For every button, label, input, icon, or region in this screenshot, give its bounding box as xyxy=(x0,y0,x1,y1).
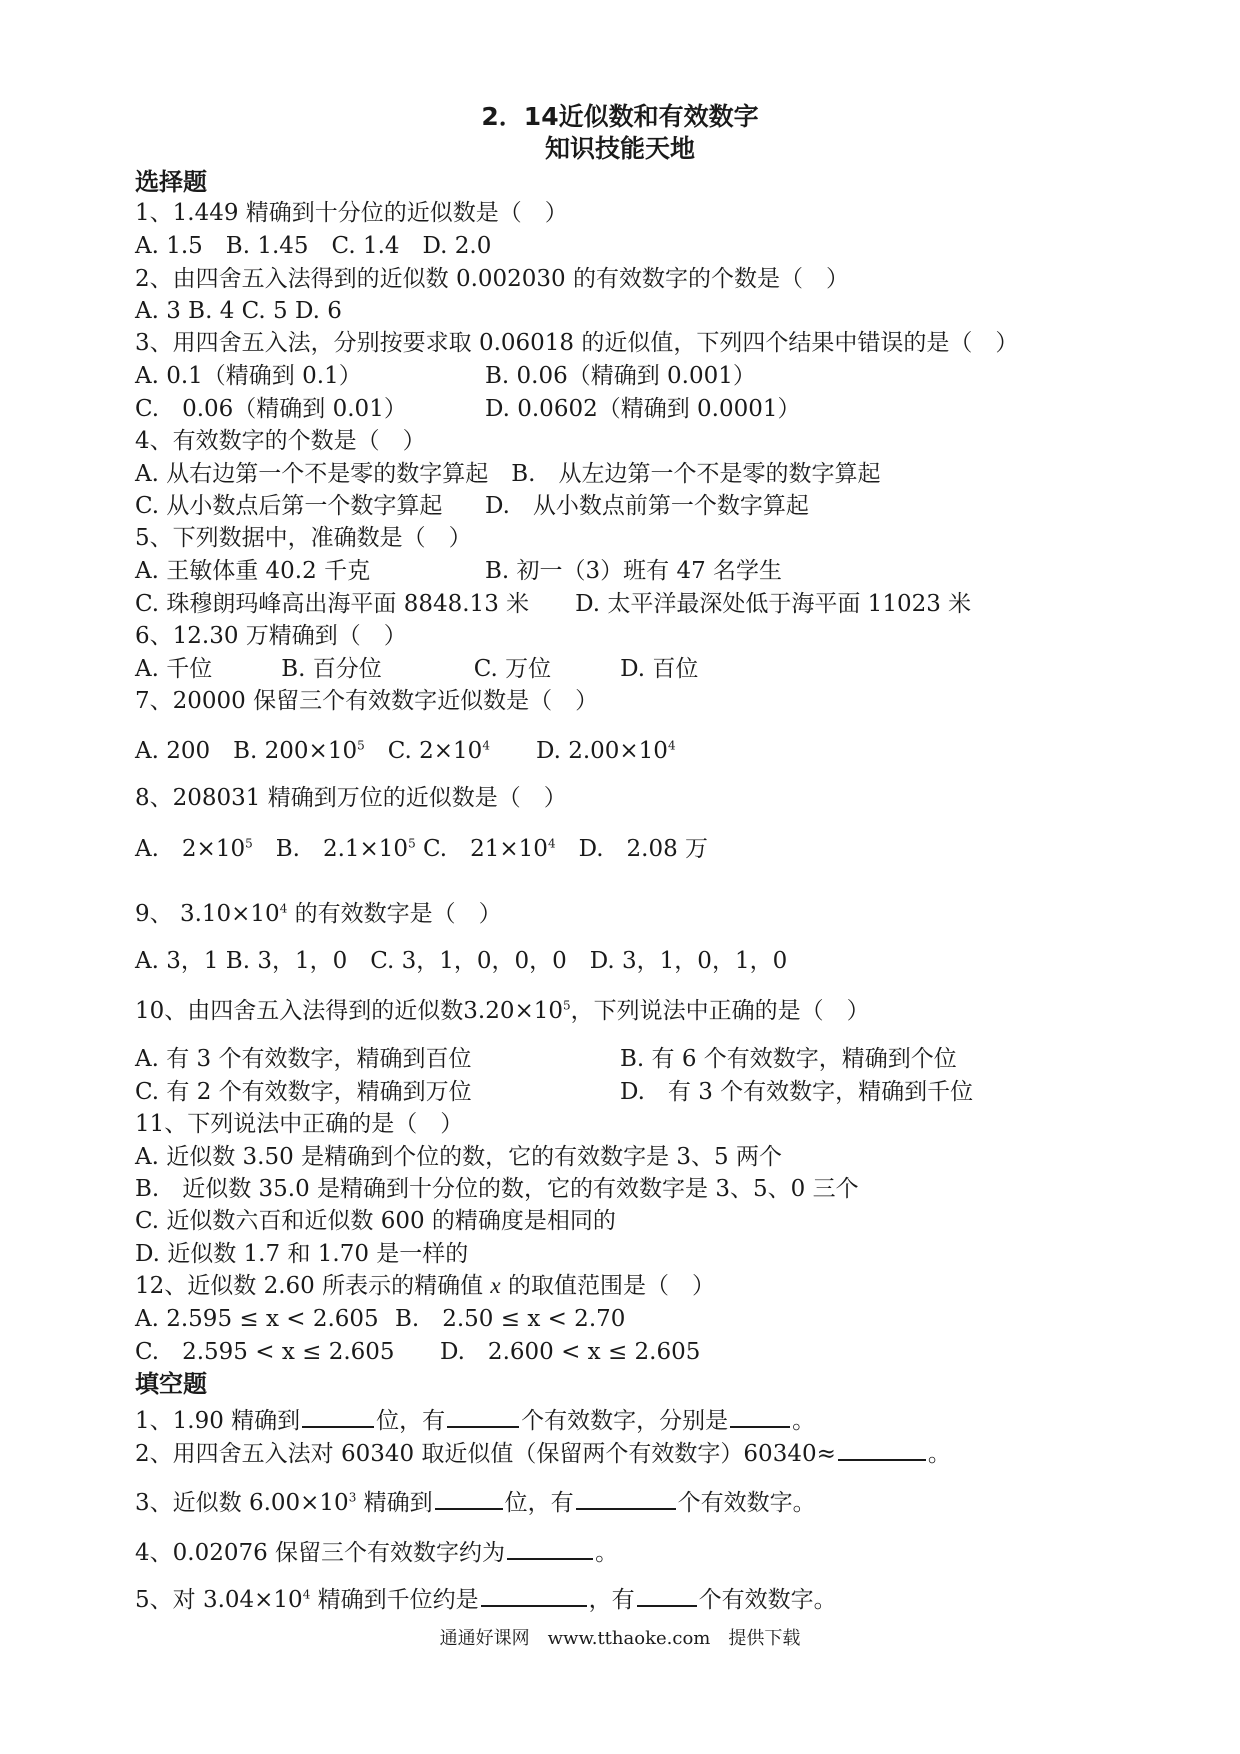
fill-question-4 xyxy=(135,1534,618,1568)
question-text: 个有效数字，分别是 xyxy=(521,1408,729,1434)
question-text: 位，有 xyxy=(376,1408,446,1434)
option-b: B. 初一（3）班有 47 名学生 xyxy=(485,558,783,584)
question-8-options xyxy=(135,834,708,864)
option-d: D. 2.600 < x ≤ 2.605 xyxy=(440,1339,701,1365)
question-6-options: A. 千位 B. 百分位 C. 万位 D. 百位 xyxy=(135,656,699,682)
doc-subtitle: 知识技能天地 xyxy=(544,134,695,163)
question-4: 4、有效数字的个数是（ ） xyxy=(135,428,426,454)
question-12-options-row2 xyxy=(135,1337,1035,1367)
question-5-options-row2: C. 珠穆朗玛峰高出海平面 8848.13 米 D. 太平洋最深处低于海平面 11023 米 xyxy=(135,591,972,617)
section-heading-fill-in-blank: 填空题 xyxy=(135,1370,207,1398)
option-c: C. 从小数点后第一个数字算起 xyxy=(135,493,443,519)
exponent: 3 xyxy=(348,1490,357,1505)
exponent: 5 xyxy=(408,836,416,851)
exponent: 4 xyxy=(482,738,490,753)
question-11-option-a: A. 近似数 3.50 是精确到个位的数，它的有效数字是 3、5 两个 xyxy=(135,1144,782,1170)
question-text: 3、近似数 6.00×10 xyxy=(135,1490,349,1516)
option-d: D. 0.0602（精确到 0.0001） xyxy=(485,396,801,422)
exponent: 4 xyxy=(279,901,288,916)
exponent: 5 xyxy=(245,836,253,851)
page-footer: 通通好课网 www.tthaoke.com 提供下载 xyxy=(439,1628,801,1649)
question-4-options-row2 xyxy=(135,491,1035,521)
exponent: 5 xyxy=(357,738,365,753)
question-4-options-row1: A. 从右边第一个不是零的数字算起 B. 从左边第一个不是零的数字算起 xyxy=(135,461,881,487)
answer-blank[interactable] xyxy=(435,1484,503,1510)
question-12 xyxy=(135,1271,715,1301)
exponent: 4 xyxy=(667,738,676,753)
option-a: A. 2.595 ≤ x < 2.605 xyxy=(135,1306,379,1332)
option-d: D. 有 3 个有效数字，精确到千位 xyxy=(620,1079,974,1105)
question-6: 6、12.30 万精确到（ ） xyxy=(135,623,407,649)
option-text: A. 200 B. 200×10 xyxy=(135,738,358,764)
question-7-options xyxy=(135,736,676,766)
question-10 xyxy=(135,996,870,1026)
option-a: A. 王敏体重 40.2 千克 xyxy=(135,558,371,584)
question-8: 8、208031 精确到万位的近似数是（ ） xyxy=(135,785,567,811)
option-text: C. 21×10 xyxy=(415,836,548,862)
option-c: C. 有 2 个有效数字，精确到万位 xyxy=(135,1079,472,1105)
question-5: 5、下列数据中，准确数是（ ） xyxy=(135,525,472,551)
option-text: B. 2.1×10 xyxy=(252,836,409,862)
question-11-option-c: C. 近似数六百和近似数 600 的精确度是相同的 xyxy=(135,1208,616,1234)
question-10-options-row2 xyxy=(135,1077,1035,1107)
question-text: 1、1.90 精确到 xyxy=(135,1408,301,1434)
option-b: B. 2.50 ≤ x < 2.70 xyxy=(395,1306,626,1332)
exponent: 4 xyxy=(547,836,556,851)
question-text: 位，有 xyxy=(504,1490,574,1516)
answer-blank[interactable] xyxy=(481,1581,587,1607)
option-d: D. 从小数点前第一个数字算起 xyxy=(485,493,809,519)
section-heading-multiple-choice: 选择题 xyxy=(135,168,207,196)
doc-title: 2．14近似数和有效数字 xyxy=(481,102,759,131)
question-2-options: A. 3 B. 4 C. 5 D. 6 xyxy=(135,298,342,324)
question-text: 4、0.02076 保留三个有效数字约为 xyxy=(135,1540,506,1566)
option-text: D. 2.08 万 xyxy=(555,836,709,862)
question-3: 3、用四舍五入法，分别按要求取 0.06018 的近似值，下列四个结果中错误的是（ ） xyxy=(135,330,1019,356)
option-a: A. 有 3 个有效数字，精确到百位 xyxy=(135,1046,472,1072)
question-7: 7、20000 保留三个有效数字近似数是（ ） xyxy=(135,688,599,714)
question-5-options-row1 xyxy=(135,556,1035,586)
question-text: 5、对 3.04×10 xyxy=(135,1587,303,1613)
question-text: 的有效数字是（ ） xyxy=(287,901,502,927)
fill-question-3 xyxy=(135,1484,816,1518)
question-3-options-row1 xyxy=(135,361,1035,391)
option-c: C. 2.595 < x ≤ 2.605 xyxy=(135,1339,395,1365)
question-11: 11、下列说法中正确的是（ ） xyxy=(135,1111,464,1137)
question-3-options-row2 xyxy=(135,394,1035,424)
option-b: B. 有 6 个有效数字，精确到个位 xyxy=(620,1046,957,1072)
answer-blank[interactable] xyxy=(637,1581,697,1607)
question-text: 个有效数字。 xyxy=(677,1490,816,1516)
question-text: 精确到千位约是 xyxy=(310,1587,479,1613)
option-text: D. 2.00×10 xyxy=(489,738,668,764)
exponent: 4 xyxy=(302,1587,311,1602)
question-11-option-b: B. 近似数 35.0 是精确到十分位的数，它的有效数字是 3、5、0 三个 xyxy=(135,1176,859,1202)
answer-blank[interactable] xyxy=(838,1435,926,1461)
question-11-option-d: D. 近似数 1.7 和 1.70 是一样的 xyxy=(135,1241,469,1267)
question-text: ，有 xyxy=(588,1587,635,1613)
question-text: 。 xyxy=(927,1441,951,1467)
answer-blank[interactable] xyxy=(302,1402,374,1428)
question-text: ，下列说法中正确的是（ ） xyxy=(570,998,870,1024)
question-2: 2、由四舍五入法得到的近似数 0.002030 的有效数字的个数是（ ） xyxy=(135,266,849,292)
fill-question-1 xyxy=(135,1402,815,1436)
question-text: 精确到 xyxy=(356,1490,433,1516)
option-text: A. 2×10 xyxy=(135,836,246,862)
question-10-options-row1 xyxy=(135,1044,1035,1074)
question-12-options-row1 xyxy=(135,1304,1035,1334)
option-text: C. 2×10 xyxy=(364,738,483,764)
question-text: 。 xyxy=(792,1408,816,1434)
exponent: 5 xyxy=(563,998,571,1013)
answer-blank[interactable] xyxy=(447,1402,519,1428)
option-c: C. 0.06（精确到 0.01） xyxy=(135,396,407,422)
fill-question-2 xyxy=(135,1435,951,1469)
question-text: 2、用四舍五入法对 60340 取近似值（保留两个有效数字）60340≈ xyxy=(135,1441,836,1467)
question-text: 个有效数字。 xyxy=(698,1587,837,1613)
fill-question-5 xyxy=(135,1581,837,1615)
question-text: 10、由四舍五入法得到的近似数3.20×10 xyxy=(135,998,564,1024)
question-1: 1、1.449 精确到十分位的近似数是（ ） xyxy=(135,200,568,226)
answer-blank[interactable] xyxy=(507,1534,593,1560)
answer-blank[interactable] xyxy=(576,1484,676,1510)
question-text: 9、 3.10×10 xyxy=(135,901,280,927)
answer-blank[interactable] xyxy=(730,1402,790,1428)
question-9-options: A. 3，1 B. 3，1，0 C. 3，1，0，0，0 D. 3，1，0，1，0 xyxy=(135,948,788,974)
question-text: 12、近似数 2.60 所表示的精确值 xyxy=(135,1273,491,1299)
option-a: A. 0.1（精确到 0.1） xyxy=(135,363,362,389)
option-b: B. 0.06（精确到 0.001） xyxy=(485,363,756,389)
question-9 xyxy=(135,899,502,929)
variable: x xyxy=(490,1273,501,1298)
question-1-options: A. 1.5 B. 1.45 C. 1.4 D. 2.0 xyxy=(135,233,492,259)
question-text: 。 xyxy=(595,1540,619,1566)
question-text: 的取值范围是（ ） xyxy=(500,1273,715,1299)
